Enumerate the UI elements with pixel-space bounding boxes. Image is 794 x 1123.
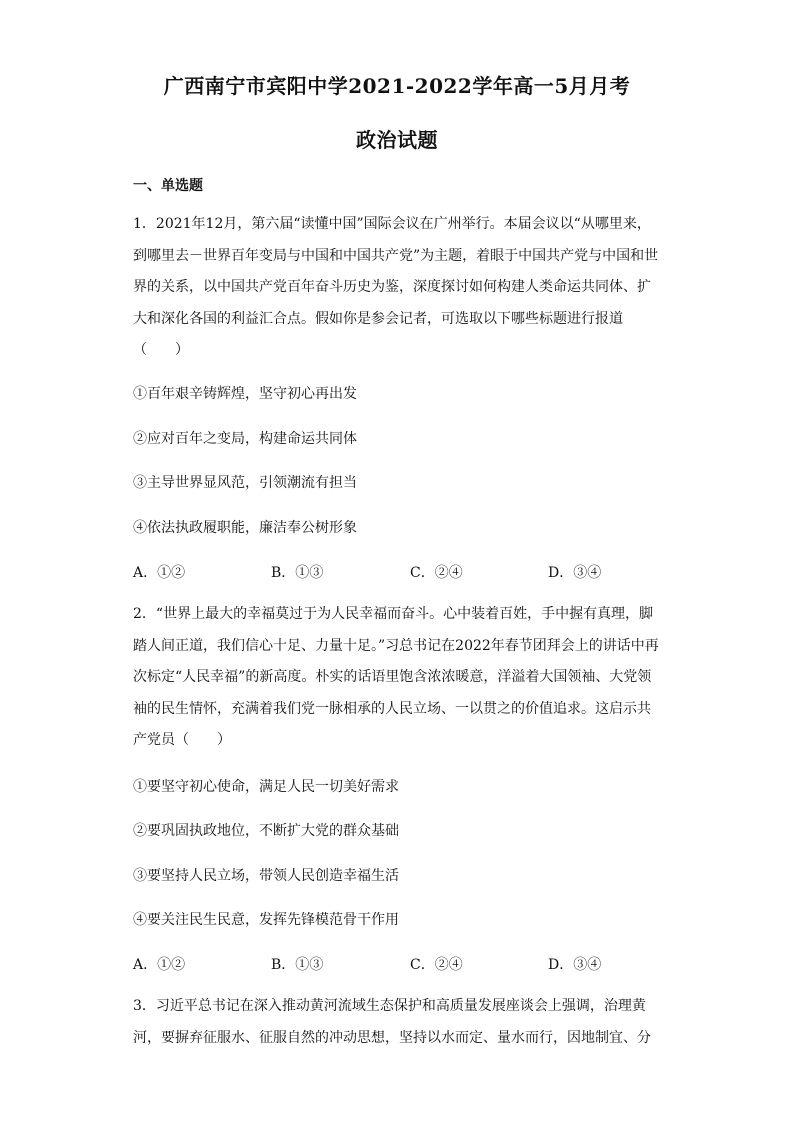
section-heading: 一、单选题 <box>133 178 203 194</box>
question-2-option-1: ①要坚守初心使命，满足人民一切美好需求 <box>133 779 399 795</box>
question-3-stem: 3．习近平总书记在深入推动黄河流域生态保护和高质量发展座谈会上强调，治理黄河，要摒弃征服水、征服自然的冲动思想，坚持以水而定、量水而行，因地制宜、分 <box>133 998 651 1046</box>
page-title: 广西南宁市宾阳中学2021-2022学年高一5月月考 <box>163 74 631 98</box>
page-subtitle: 政治试题 <box>356 128 438 152</box>
question-1-stem: 1．2021年12月，第六届“读懂中国”国际会议在广州举行。本届会议以“从哪里来，到哪里去－世界百年变局与中国和中国共产党”为主题，着眼于中国共产党与中国和世界的关系，以中国共产党百年奋斗历史为鉴，深度探讨如何构建人类命运共同体、扩大和深化各国的利益汇合点。假如你是参会记者，可选取以下哪些标题进行报道（ ） <box>133 216 659 358</box>
choice-a[interactable]: A．①② <box>133 957 186 973</box>
question-2-option-4: ④要关注民生民意，发挥先锋模范骨干作用 <box>133 912 399 928</box>
question-2-option-3: ③要坚持人民立场，带领人民创造幸福生活 <box>133 868 399 884</box>
question-1-option-3: ③主导世界显风范，引领潮流有担当 <box>133 475 357 491</box>
choice-a[interactable]: A．①② <box>133 565 186 581</box>
choice-d[interactable]: D．③④ <box>548 957 602 973</box>
choice-b[interactable]: B．①③ <box>271 565 324 581</box>
question-1-option-4: ④依法执政履职能，廉洁奉公树形象 <box>133 520 357 536</box>
choice-b[interactable]: B．①③ <box>271 957 324 973</box>
question-1-option-1: ①百年艰辛铸辉煌，坚守初心再出发 <box>133 386 357 402</box>
question-2-stem: 2．“世界上最大的幸福莫过于为人民幸福而奋斗。心中装着百姓，手中握有真理，脚踏人间正道，我们信心十足、力量十足。”习总书记在2022年春节团拜会上的讲话中再次标定“人民幸福”的新高度。朴实的话语里饱含浓浓暖意，洋溢着大国领袖、大党领袖的民生情怀，充满着我们党一脉相承的人民立场、一以贯之的价值追求。这启示共产党员（ ） <box>133 606 659 748</box>
question-1-option-2: ②应对百年之变局，构建命运共同体 <box>133 431 357 447</box>
choice-c[interactable]: C．②④ <box>410 565 463 581</box>
choice-c[interactable]: C．②④ <box>410 957 463 973</box>
question-2-option-2: ②要巩固执政地位，不断扩大党的群众基础 <box>133 823 399 839</box>
choice-d[interactable]: D．③④ <box>548 565 602 581</box>
